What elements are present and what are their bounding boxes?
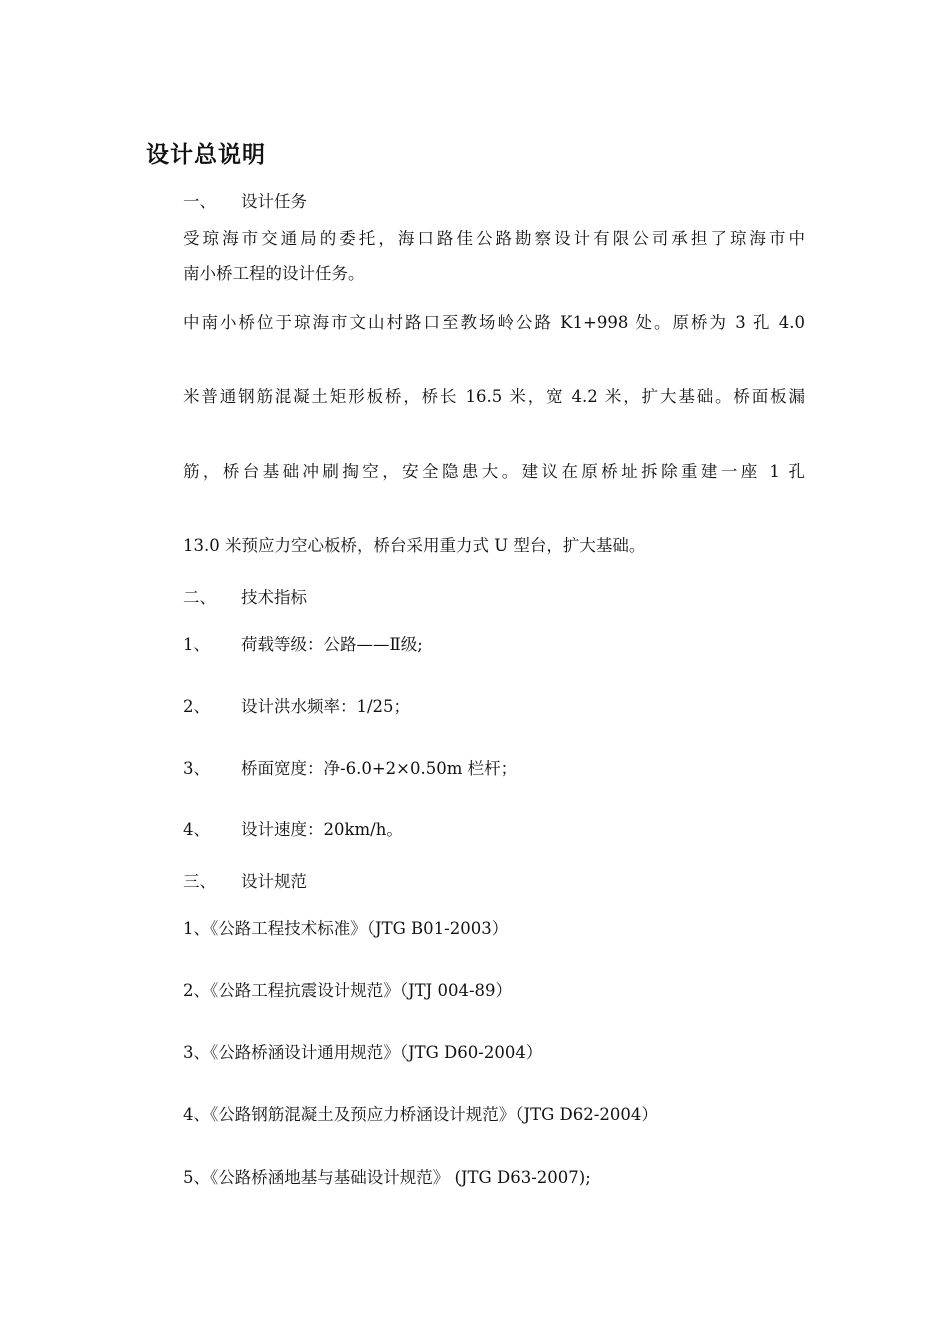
spec-item-text: 设计速度：20km/h。 [241, 820, 403, 839]
section-1-number: 一、 [183, 192, 216, 211]
page-title: 设计总说明 [146, 142, 266, 168]
standard-item: 2、《公路工程抗震设计规范》（JTJ 004-89） [183, 981, 513, 1000]
spec-item [183, 759, 517, 779]
standard-item: 5、《公路桥涵地基与基础设计规范》 (JTG D63-2007); [183, 1168, 591, 1187]
spec-item-text: 桥面宽度：净-6.0+2×0.50m 栏杆； [241, 759, 518, 778]
section-1-heading [183, 192, 307, 212]
section-3-heading [183, 872, 307, 892]
section-3-heading-text: 设计规范 [241, 872, 307, 891]
paragraph-1-line-2: 南小桥工程的设计任务。 [183, 264, 365, 283]
spec-item-number: 3、 [183, 759, 210, 778]
section-2-heading-text: 技术指标 [241, 588, 307, 607]
section-1-heading-text: 设计任务 [241, 192, 307, 211]
section-3-number: 三、 [183, 872, 216, 891]
spec-item-text: 荷载等级：公路——Ⅱ级; [241, 635, 423, 654]
standard-item: 4、《公路钢筋混凝土及预应力桥涵设计规范》（JTG D62-2004） [183, 1105, 658, 1124]
paragraph-2-line-4: 13.0 米预应力空心板桥，桥台采用重力式 U 型台，扩大基础。 [183, 536, 646, 555]
paragraph-2-line-2: 米普通钢筋混凝土矩形板桥，桥长 16.5 米，宽 4.2 米，扩大基础。桥面板漏 [183, 387, 805, 406]
spec-item-number: 4、 [183, 820, 210, 839]
paragraph-1-line-1: 受琼海市交通局的委托，海口路佳公路勘察设计有限公司承担了琼海市中 [183, 229, 805, 248]
section-2-number: 二、 [183, 588, 216, 607]
section-2-heading [183, 588, 307, 608]
standard-item: 1、《公路工程技术标准》（JTG B01-2003） [183, 919, 509, 938]
spec-item [183, 635, 423, 655]
spec-item-number: 1、 [183, 635, 210, 654]
spec-item [183, 820, 403, 840]
standard-item: 3、《公路桥涵设计通用规范》（JTG D60-2004） [183, 1043, 543, 1062]
spec-item-number: 2、 [183, 697, 210, 716]
spec-item [183, 697, 410, 717]
spec-item-text: 设计洪水频率：1/25； [241, 697, 411, 716]
paragraph-2-line-3: 筋，桥台基础冲刷掏空，安全隐患大。建议在原桥址拆除重建一座 1 孔 [183, 462, 805, 481]
paragraph-2-line-1: 中南小桥位于琼海市文山村路口至教场岭公路 K1+998 处。原桥为 3 孔 4.0 [183, 313, 805, 332]
